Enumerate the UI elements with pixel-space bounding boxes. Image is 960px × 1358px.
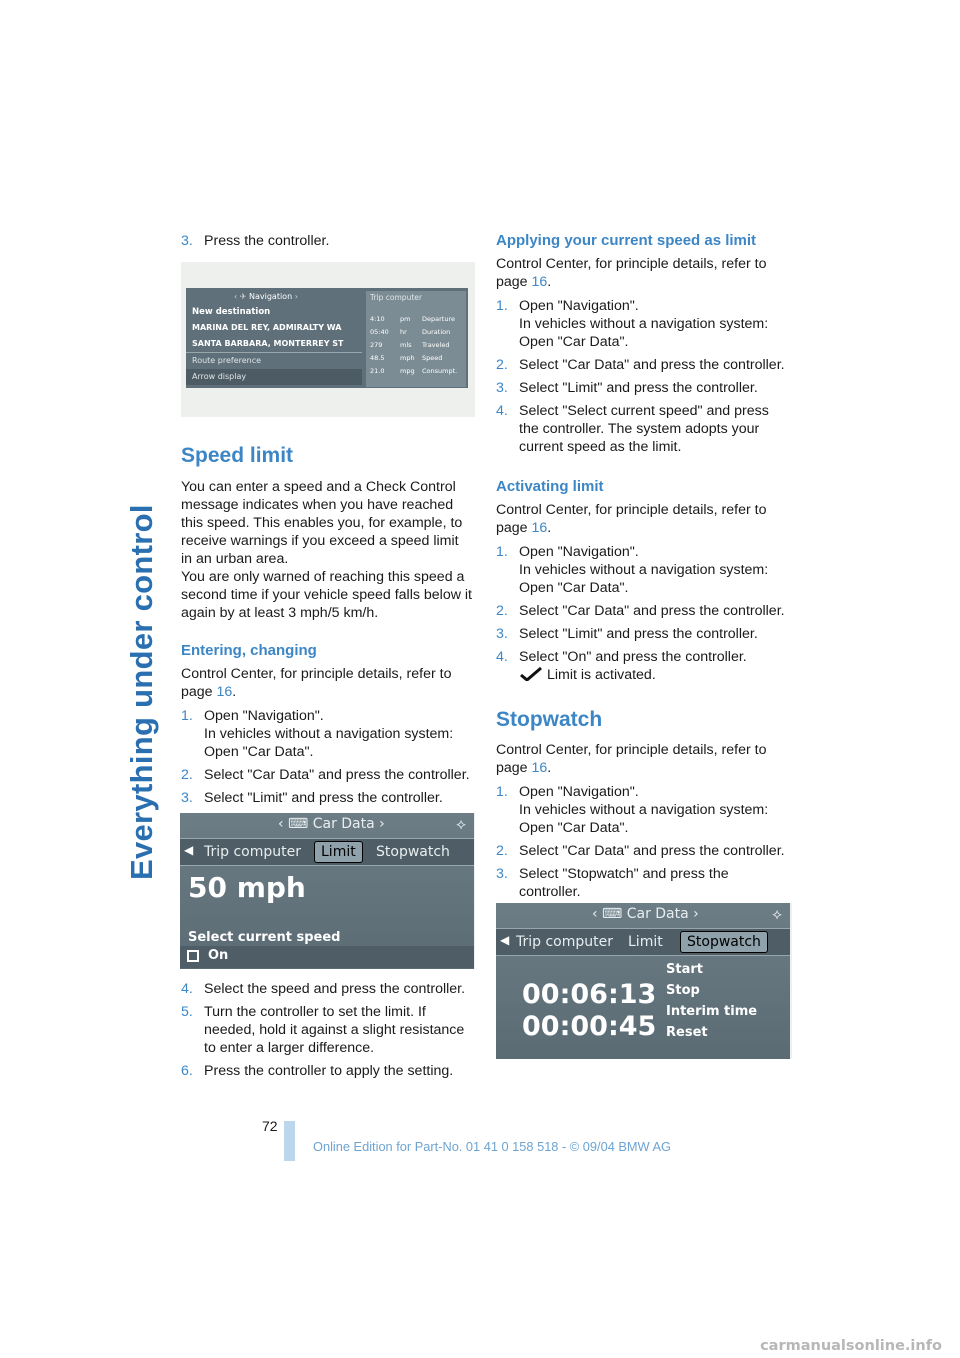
nav-header: ‹ ✈ Navigation › (234, 292, 298, 301)
trip-rows (366, 313, 466, 378)
step-item (181, 232, 471, 250)
step-text: In vehicles without a navigation system: (519, 802, 769, 818)
nav-screen (186, 288, 468, 388)
trip-row (366, 339, 466, 352)
limit-activated-text: Limit is activated. (546, 667, 656, 683)
tab-trip-computer[interactable]: Trip computer (204, 844, 301, 860)
speed-limit-paragraph: You can enter a speed and a Check Control message indicates when you have reached this speed. This enables you, for example, to receive warnings if you exceed a speed limit in an urban area. (181, 479, 463, 567)
speed-limit-section (181, 444, 473, 812)
checkbox-icon (187, 950, 199, 962)
on-option-row[interactable] (180, 946, 474, 968)
trip-row (366, 365, 466, 378)
trip-computer-panel (366, 291, 466, 387)
stopwatch-heading: Stopwatch (496, 708, 603, 731)
page-link[interactable]: 16 (531, 274, 548, 290)
trip-label: Consumpt. (422, 367, 458, 375)
step-number: 4. (496, 403, 508, 419)
trip-value: 05:40 (370, 328, 389, 336)
stopwatch-screen (496, 903, 790, 1059)
step-text: Open "Navigation". (519, 544, 639, 560)
reset-menu-item[interactable]: Reset (666, 1025, 708, 1040)
limit-activated-line (519, 666, 792, 684)
chevron-right-icon: › (379, 816, 385, 832)
control-center-ref: Control Center, for principle details, refer to page 16. (181, 666, 452, 700)
step-text: In vehicles without a navigation system: (519, 562, 769, 578)
footer-accent-bar (284, 1121, 295, 1161)
cc-text: Control Center, for principle details, refer to page (496, 502, 767, 536)
trip-label: Duration (422, 328, 451, 336)
step-item (496, 865, 792, 901)
tab-bar (496, 928, 790, 956)
tab-stopwatch[interactable]: Stopwatch (680, 931, 768, 953)
step-item (496, 543, 792, 597)
control-center-ref: Control Center, for principle details, refer to page 16. (496, 502, 767, 536)
step-item (181, 707, 473, 761)
step-text: Select "Car Data" and press the controller. (519, 357, 785, 373)
stopwatch-screenshot (496, 903, 792, 1059)
step-number: 3. (181, 233, 193, 249)
step-text: Press the controller to apply the setting. (204, 1063, 454, 1079)
limit-screenshot (180, 813, 475, 969)
step-number: 5. (181, 1004, 193, 1020)
step-number: 1. (496, 544, 508, 560)
step-text: Select "Select current speed" and press the controller. The system adopts your current speed as the limit. (519, 403, 769, 455)
step-item (496, 297, 792, 351)
chevron-left-icon: ‹ ⌨ (592, 906, 623, 922)
step-text: In vehicles without a navigation system: (204, 726, 454, 742)
move-icon: ⟡ (456, 815, 466, 833)
step-text: In vehicles without a navigation system: (519, 316, 769, 332)
step-item (496, 648, 792, 684)
cc-text: Control Center, for principle details, refer to page (496, 256, 767, 290)
step-text: Open "Car Data". (519, 580, 629, 596)
left-column-intro (181, 232, 471, 255)
car-data-header (496, 903, 790, 928)
applying-heading: Applying your current speed as limit (496, 232, 757, 249)
navigation-screenshot (181, 262, 475, 417)
step-text: Select "Car Data" and press the controller. (519, 843, 785, 859)
step-item (181, 1003, 473, 1057)
nav-row: SANTA BARBARA, MONTERREY ST (186, 336, 362, 353)
step-number: 3. (181, 790, 193, 806)
step-number: 2. (496, 603, 508, 619)
step-number: 3. (496, 866, 508, 882)
trip-label: Departure (422, 315, 455, 323)
nav-row: MARINA DEL REY, ADMIRALTY WA (192, 323, 342, 332)
chapter-sidebar-title (118, 250, 158, 900)
step-item (496, 379, 792, 397)
tab-back-icon: ◀ (184, 843, 194, 857)
step-number: 2. (181, 767, 193, 783)
header-label: Car Data (626, 906, 689, 922)
step-number: 2. (496, 843, 508, 859)
step-text: Open "Navigation". (519, 784, 639, 800)
step-number: 4. (181, 981, 193, 997)
nav-row: Arrow display (186, 369, 362, 385)
tab-stopwatch[interactable]: Stopwatch (376, 844, 450, 860)
step-item (496, 402, 792, 456)
step-number: 3. (496, 626, 508, 642)
car-data-header (180, 813, 474, 838)
trip-label: Traveled (422, 341, 450, 349)
interim-time-menu-item[interactable]: Interim time (666, 1004, 758, 1019)
step-text: Select "Stopwatch" and press the controller. (519, 866, 729, 900)
limit-speed-value: 50 mph (188, 871, 306, 904)
step-item (181, 789, 473, 807)
nav-menu (186, 304, 362, 388)
cc-text: Control Center, for principle details, refer to page (496, 742, 767, 776)
trip-computer-title: Trip computer (370, 293, 422, 302)
step-number: 4. (496, 649, 508, 665)
step-number: 2. (496, 357, 508, 373)
header-label: Car Data (312, 816, 375, 832)
checkmark-icon (519, 667, 543, 681)
step-text: Select "Limit" and press the controller. (204, 790, 443, 806)
edition-footer: Online Edition for Part-No. 01 41 0 158 518 - © 09/04 BMW AG (313, 1139, 671, 1154)
step-item (181, 980, 473, 998)
step-text: Press the controller. (204, 233, 330, 249)
trip-unit: pm (400, 315, 411, 323)
step-text: Select "Car Data" and press the controller. (519, 603, 785, 619)
step-text: Select "Car Data" and press the controller. (204, 767, 470, 783)
select-current-speed-option[interactable]: Select current speed (188, 930, 341, 945)
stopwatch-time-interim: 00:00:45 (522, 1011, 657, 1042)
trip-row (366, 326, 466, 339)
step-text: Select "Limit" and press the controller. (519, 626, 758, 642)
step-text: Select "On" and press the controller. (519, 649, 747, 665)
site-watermark: carmanualsonline.info (760, 1338, 942, 1354)
page-number: 72 (262, 1118, 278, 1134)
page-link[interactable]: 16 (531, 760, 548, 776)
trip-unit: mph (400, 354, 415, 362)
activating-heading: Activating limit (496, 478, 604, 495)
step-item (496, 842, 792, 860)
step-number: 3. (496, 380, 508, 396)
start-menu-item[interactable]: Start (666, 962, 703, 977)
chapter-title-text: Everything under control (124, 504, 159, 880)
cc-text: Control Center, for principle details, refer to page (181, 666, 452, 700)
trip-value: 4:10 (370, 315, 385, 323)
entering-heading: Entering, changing (181, 642, 317, 659)
trip-value: 279 (370, 341, 383, 349)
step-item (496, 625, 792, 643)
step-item (496, 602, 792, 620)
trip-unit: hr (400, 328, 407, 336)
tab-bar (180, 838, 474, 866)
speed-limit-paragraph: You are only warned of reaching this speed a second time if your vehicle speed falls below it again by at least 3 mph/5 km/h. (181, 569, 472, 621)
step-text: Open "Car Data". (519, 820, 629, 836)
trip-row (366, 313, 466, 326)
trip-unit: mls (400, 341, 412, 349)
trip-value: 21.0 (370, 367, 385, 375)
stopwatch-time-main: 00:06:13 (522, 979, 657, 1010)
nav-row: New destination (192, 307, 271, 317)
right-column (496, 232, 792, 906)
move-icon: ⟡ (772, 905, 782, 923)
left-steps-continued (181, 980, 473, 1085)
step-number: 1. (496, 298, 508, 314)
nav-row: Route preference (192, 356, 262, 365)
page-link[interactable]: 16 (531, 520, 548, 536)
speed-limit-heading: Speed limit (181, 444, 294, 467)
step-item (496, 356, 792, 374)
step-text: Open "Car Data". (519, 334, 629, 350)
step-item (181, 1062, 473, 1080)
trip-unit: mpg (400, 367, 415, 375)
stop-menu-item[interactable]: Stop (666, 983, 700, 998)
chevron-right-icon: › (693, 906, 699, 922)
step-text: Turn the controller to set the limit. If needed, hold it against a slight resistance to enter a larger difference. (204, 1004, 465, 1056)
trip-label: Speed (422, 354, 443, 362)
tab-limit[interactable]: Limit (314, 841, 363, 863)
page-link[interactable]: 16 (216, 684, 233, 700)
on-option-label: On (208, 948, 229, 963)
step-text: Select the speed and press the controller. (204, 981, 466, 997)
step-text: Select "Limit" and press the controller. (519, 380, 758, 396)
step-item (181, 766, 473, 784)
limit-screen (180, 813, 474, 969)
step-item (496, 783, 792, 837)
step-text: Open "Navigation". (204, 708, 324, 724)
tab-limit[interactable]: Limit (628, 934, 663, 950)
step-text: Open "Navigation". (519, 298, 639, 314)
step-number: 1. (496, 784, 508, 800)
stopwatch-menu (666, 959, 757, 1043)
step-number: 6. (181, 1063, 193, 1079)
nav-header-label: Navigation (249, 292, 293, 301)
step-text: Open "Car Data". (204, 744, 314, 760)
trip-row (366, 352, 466, 365)
tab-back-icon: ◀ (500, 933, 510, 947)
chevron-left-icon: ‹ ⌨ (278, 816, 309, 832)
tab-trip-computer[interactable]: Trip computer (516, 934, 613, 950)
step-number: 1. (181, 708, 193, 724)
control-center-ref: Control Center, for principle details, refer to page 16. (496, 256, 767, 290)
trip-value: 48.5 (370, 354, 385, 362)
control-center-ref: Control Center, for principle details, refer to page 16. (496, 742, 767, 776)
